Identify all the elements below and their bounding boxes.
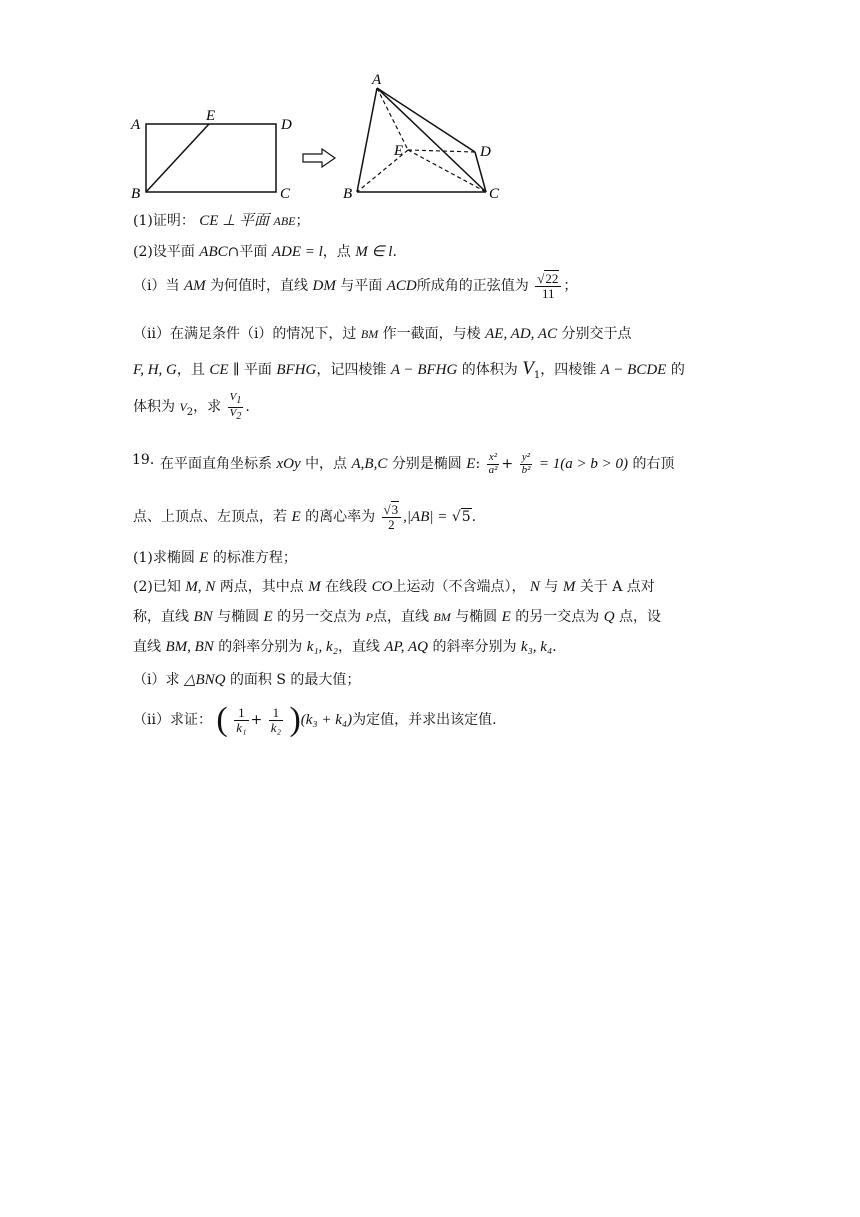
label-left-D: D bbox=[281, 117, 292, 133]
question-19-2-line2: 称，直线 BN 与椭圆 E 的另一交点为 P点，直线 BM 与椭圆 E 的另一交点为 Q 点，设 bbox=[133, 609, 662, 625]
pyramid-hidden-edges bbox=[357, 88, 486, 192]
question-19-i-line: （i）求 △BNQ 的面积 S 的最大值； bbox=[133, 672, 361, 688]
label-left-E: E bbox=[206, 108, 216, 124]
reciprocal-k2: $\frac{1}{\text{k₂}}$ bbox=[270, 704, 281, 735]
label-right-D: D bbox=[480, 144, 491, 160]
part2-line: (2)设平面 ABC∩平面 ADE = l，点 M ∈ l. bbox=[133, 244, 397, 260]
eccentricity-fraction: $\frac{√3}{2}$ bbox=[382, 503, 402, 531]
sine-fraction: $\frac{√22}{11}$ bbox=[535, 272, 561, 300]
part1-line: (1)证明： CE ⊥ 平面 ABE； bbox=[133, 213, 310, 229]
label-right-B: B bbox=[343, 186, 353, 202]
label-left-B: B bbox=[131, 186, 141, 202]
reciprocal-k1: $\frac{1}{\text{k₁}}$ bbox=[236, 704, 247, 735]
question-19-ii-line: （ii）求证： ( $\frac{1}{\text{k₁}}$ + $\frac{1}{\text{k₂}}$ )(k₃ + k₄)为定值，并求出该定值. bbox=[133, 701, 497, 738]
volume-ratio-fraction: $\frac{V_1}{V_2}$ bbox=[229, 391, 242, 422]
rectangle-figure bbox=[146, 124, 276, 192]
label-left-C: C bbox=[280, 186, 291, 202]
question-ii-line3: 体积为 $V_2$，求 $\frac{V_1}{V_2}$ . bbox=[133, 391, 250, 422]
question-19-2-line1: (2)已知 M, N 两点，其中点 M 在线段 CO上运动（不含端点）， N 与 M 关于 A 点对 bbox=[133, 579, 655, 595]
geometry-figure bbox=[0, 0, 860, 210]
pyramid-figure bbox=[357, 88, 486, 192]
ellipse-y-term: $\frac{\text{y²}}{\text{b²}}$ bbox=[521, 451, 531, 476]
label-right-A: A bbox=[372, 72, 382, 88]
ellipse-x-term: $\frac{\text{x²}}{\text{a²}}$ bbox=[488, 451, 498, 476]
question-19-line1: 19． 在平面直角坐标系 xOy 中，点 A,B,C 分别是椭圆 E: $\frac{\text{x²}}{\text{a²}}$ + $\frac{\text{y²}}{\text{b²}}$ = 1(a > b > 0) 的右顶 bbox=[132, 451, 675, 476]
label-left-A: A bbox=[131, 117, 141, 133]
question-19-2-line3: 直线 BM, BN 的斜率分别为 k₁, k₂，直线 AP, AQ 的斜率分别为 k₃, k₄. bbox=[133, 639, 557, 655]
label-right-C: C bbox=[489, 186, 500, 202]
question-ii-line2: F, H, G，且 CE ∥ 平面 BFHG，记四棱锥 A − BFHG 的体积为 $V_1$，四棱锥 A − BCDE 的 bbox=[133, 358, 685, 381]
label-right-E: E bbox=[394, 143, 404, 159]
question-19-line2: 点、上顶点、左顶点，若 E 的离心率为 $\frac{√3}{2}$ ,|AB| = √5. bbox=[133, 502, 477, 532]
question-19-1-line: (1)求椭圆 E 的标准方程； bbox=[133, 550, 297, 566]
transform-arrow-icon bbox=[303, 149, 335, 167]
question-ii-line1: （ii）在满足条件（i）的情况下，过 BM 作一截面，与棱 AE, AD, AC 分别交于点 bbox=[133, 326, 632, 342]
question-i-line: （i）当 AM 为何值时，直线 DM 与平面 ACD所成角的正弦值为 $\frac{√22}{11}$ ； bbox=[133, 271, 578, 301]
